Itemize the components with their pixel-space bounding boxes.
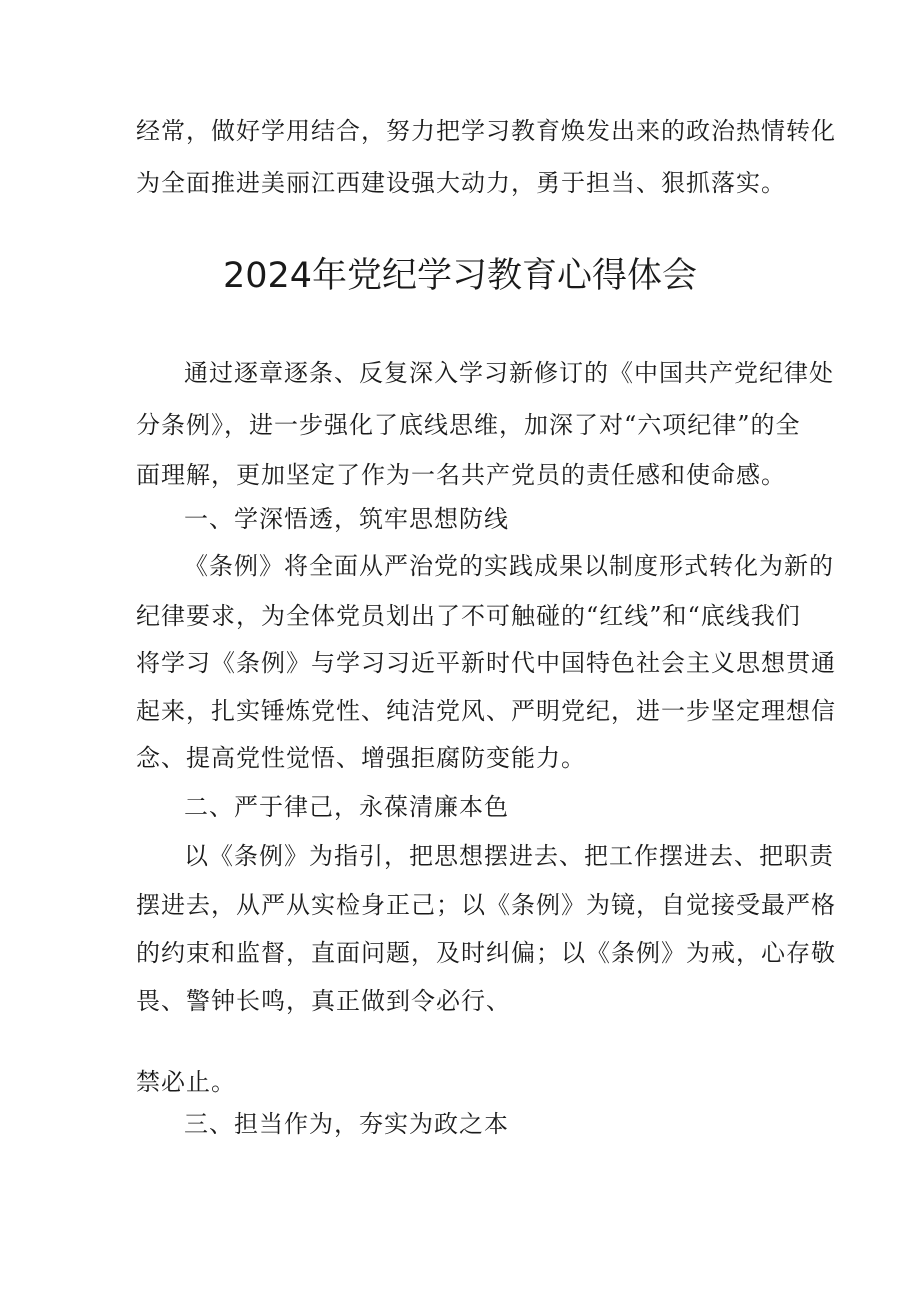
paragraph-line: 面理解，更加坚定了作为一名共产党员的责任感和使命感。: [136, 461, 786, 489]
paragraph-line: 通过逐章逐条、反复深入学习新修订的《中国共产党纪律处: [184, 359, 834, 387]
paragraph-line: 念、提高党性觉悟、增强拒腐防变能力。: [136, 744, 586, 772]
document-title: 2024年党纪学习教育心得体会: [222, 256, 698, 296]
paragraph-line: 为全面推进美丽江西建设强大动力，勇于担当、狠抓落实。: [136, 169, 786, 197]
paragraph-line: 摆进去，从严从实检身正己；以《条例》为镜，自觉接受最严格: [136, 891, 836, 919]
section-heading: 三、担当作为，夯实为政之本: [184, 1110, 509, 1138]
paragraph-line: 经常，做好学用结合，努力把学习教育焕发出来的政治热情转化: [136, 117, 836, 145]
paragraph-line: 以《条例》为指引，把思想摆进去、把工作摆进去、把职责: [184, 842, 834, 870]
section-heading: 一、学深悟透，筑牢思想防线: [184, 505, 509, 533]
paragraph-line: 纪律要求，为全体党员划出了不可触碰的“红线”和“底线我们: [136, 602, 801, 630]
paragraph-line: 的约束和监督，直面问题，及时纠偏；以《条例》为戒，心存敬: [136, 939, 836, 967]
section-heading: 二、严于律己，永葆清廉本色: [184, 793, 509, 821]
paragraph-line: 《条例》将全面从严治党的实践成果以制度形式转化为新的: [184, 552, 834, 580]
paragraph-line: 畏、警钟长鸣，真正做到令必行、: [136, 987, 511, 1015]
paragraph-line: 分条例》，进一步强化了底线思维，加深了对“六项纪律”的全: [136, 411, 801, 439]
paragraph-line: 禁必止。: [136, 1068, 236, 1096]
paragraph-line: 将学习《条例》与学习习近平新时代中国特色社会主义思想贯通: [136, 649, 836, 677]
paragraph-line: 起来，扎实锤炼党性、纯洁党风、严明党纪，进一步坚定理想信: [136, 697, 836, 725]
